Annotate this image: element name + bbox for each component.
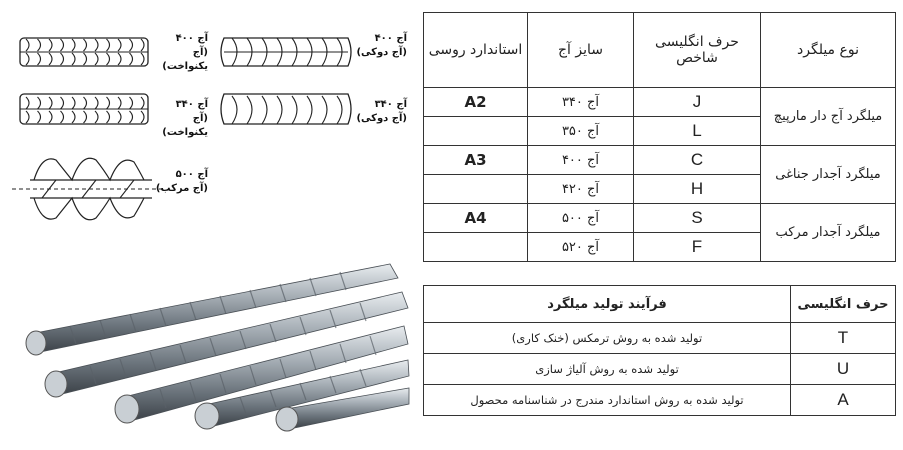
drawing-label: آج ۳۴۰ (آج یکنواخت)	[162, 99, 208, 138]
letter-cell: F	[634, 233, 761, 262]
rebar-drawing-spindle-340	[218, 88, 356, 132]
rebar-type-cell: میلگرد آجدار جناغی	[761, 146, 896, 204]
table-row	[424, 88, 896, 117]
russian-standard-cell: A3	[424, 146, 528, 175]
letter-cell: J	[634, 88, 761, 117]
table-row	[424, 385, 896, 416]
letter-cell: C	[634, 146, 761, 175]
table-row	[424, 204, 896, 233]
rebar-drawing-composite-500	[12, 150, 162, 230]
drawing-label: آج ۵۰۰ (آج مرکب)	[155, 169, 208, 194]
rebar-drawing-uniform-400	[18, 30, 153, 74]
letter-cell: U	[791, 354, 896, 385]
size-cell: آج ۴۰۰	[528, 146, 634, 175]
letter-cell: H	[634, 175, 761, 204]
rebar-grade-table	[423, 12, 896, 262]
header-russian: استاندارد روسی	[424, 13, 528, 88]
size-cell: آج ۵۰۰	[528, 204, 634, 233]
rebar-type-cell: میلگرد آجدار مرکب	[761, 204, 896, 262]
process-cell: تولید شده به روش ترمکس (خنک کاری)	[424, 323, 791, 354]
table-row	[424, 354, 896, 385]
russian-standard-cell	[424, 117, 528, 146]
russian-standard-cell	[424, 233, 528, 262]
letter-cell: T	[791, 323, 896, 354]
letter-cell: L	[634, 117, 761, 146]
size-cell: آج ۳۴۰	[528, 88, 634, 117]
header-letter: حرف انگلیسی شاخص	[634, 13, 761, 88]
size-cell: آج ۳۵۰	[528, 117, 634, 146]
rebar-photo	[10, 256, 410, 444]
rebar-drawing-spindle-400	[218, 30, 356, 74]
size-cell: آج ۵۲۰	[528, 233, 634, 262]
production-process-table	[423, 285, 896, 416]
process-cell: تولید شده به روش آلیاژ سازی	[424, 354, 791, 385]
rebar-drawing-uniform-340	[18, 88, 153, 132]
process-cell: تولید شده به روش استاندارد مندرج در شناسنامه محصول	[424, 385, 791, 416]
table-row	[424, 146, 896, 175]
letter-cell: A	[791, 385, 896, 416]
table-row	[424, 323, 896, 354]
russian-standard-cell: A2	[424, 88, 528, 117]
russian-standard-cell: A4	[424, 204, 528, 233]
size-cell: آج ۴۲۰	[528, 175, 634, 204]
letter-cell: S	[634, 204, 761, 233]
header-letter: حرف انگلیسی	[791, 286, 896, 323]
header-size: سایز آج	[528, 13, 634, 88]
header-type: نوع میلگرد	[761, 13, 896, 88]
drawing-label: آج ۳۴۰ (آج دوکی)	[356, 99, 407, 124]
rebar-type-cell: میلگرد آج دار مارپیچ	[761, 88, 896, 146]
drawing-label: آج ۴۰۰ (آج یکنواخت)	[162, 33, 208, 72]
russian-standard-cell	[424, 175, 528, 204]
drawing-label: آج ۴۰۰ (آج دوکی)	[356, 33, 407, 58]
header-process: فرآیند تولید میلگرد	[424, 286, 791, 323]
